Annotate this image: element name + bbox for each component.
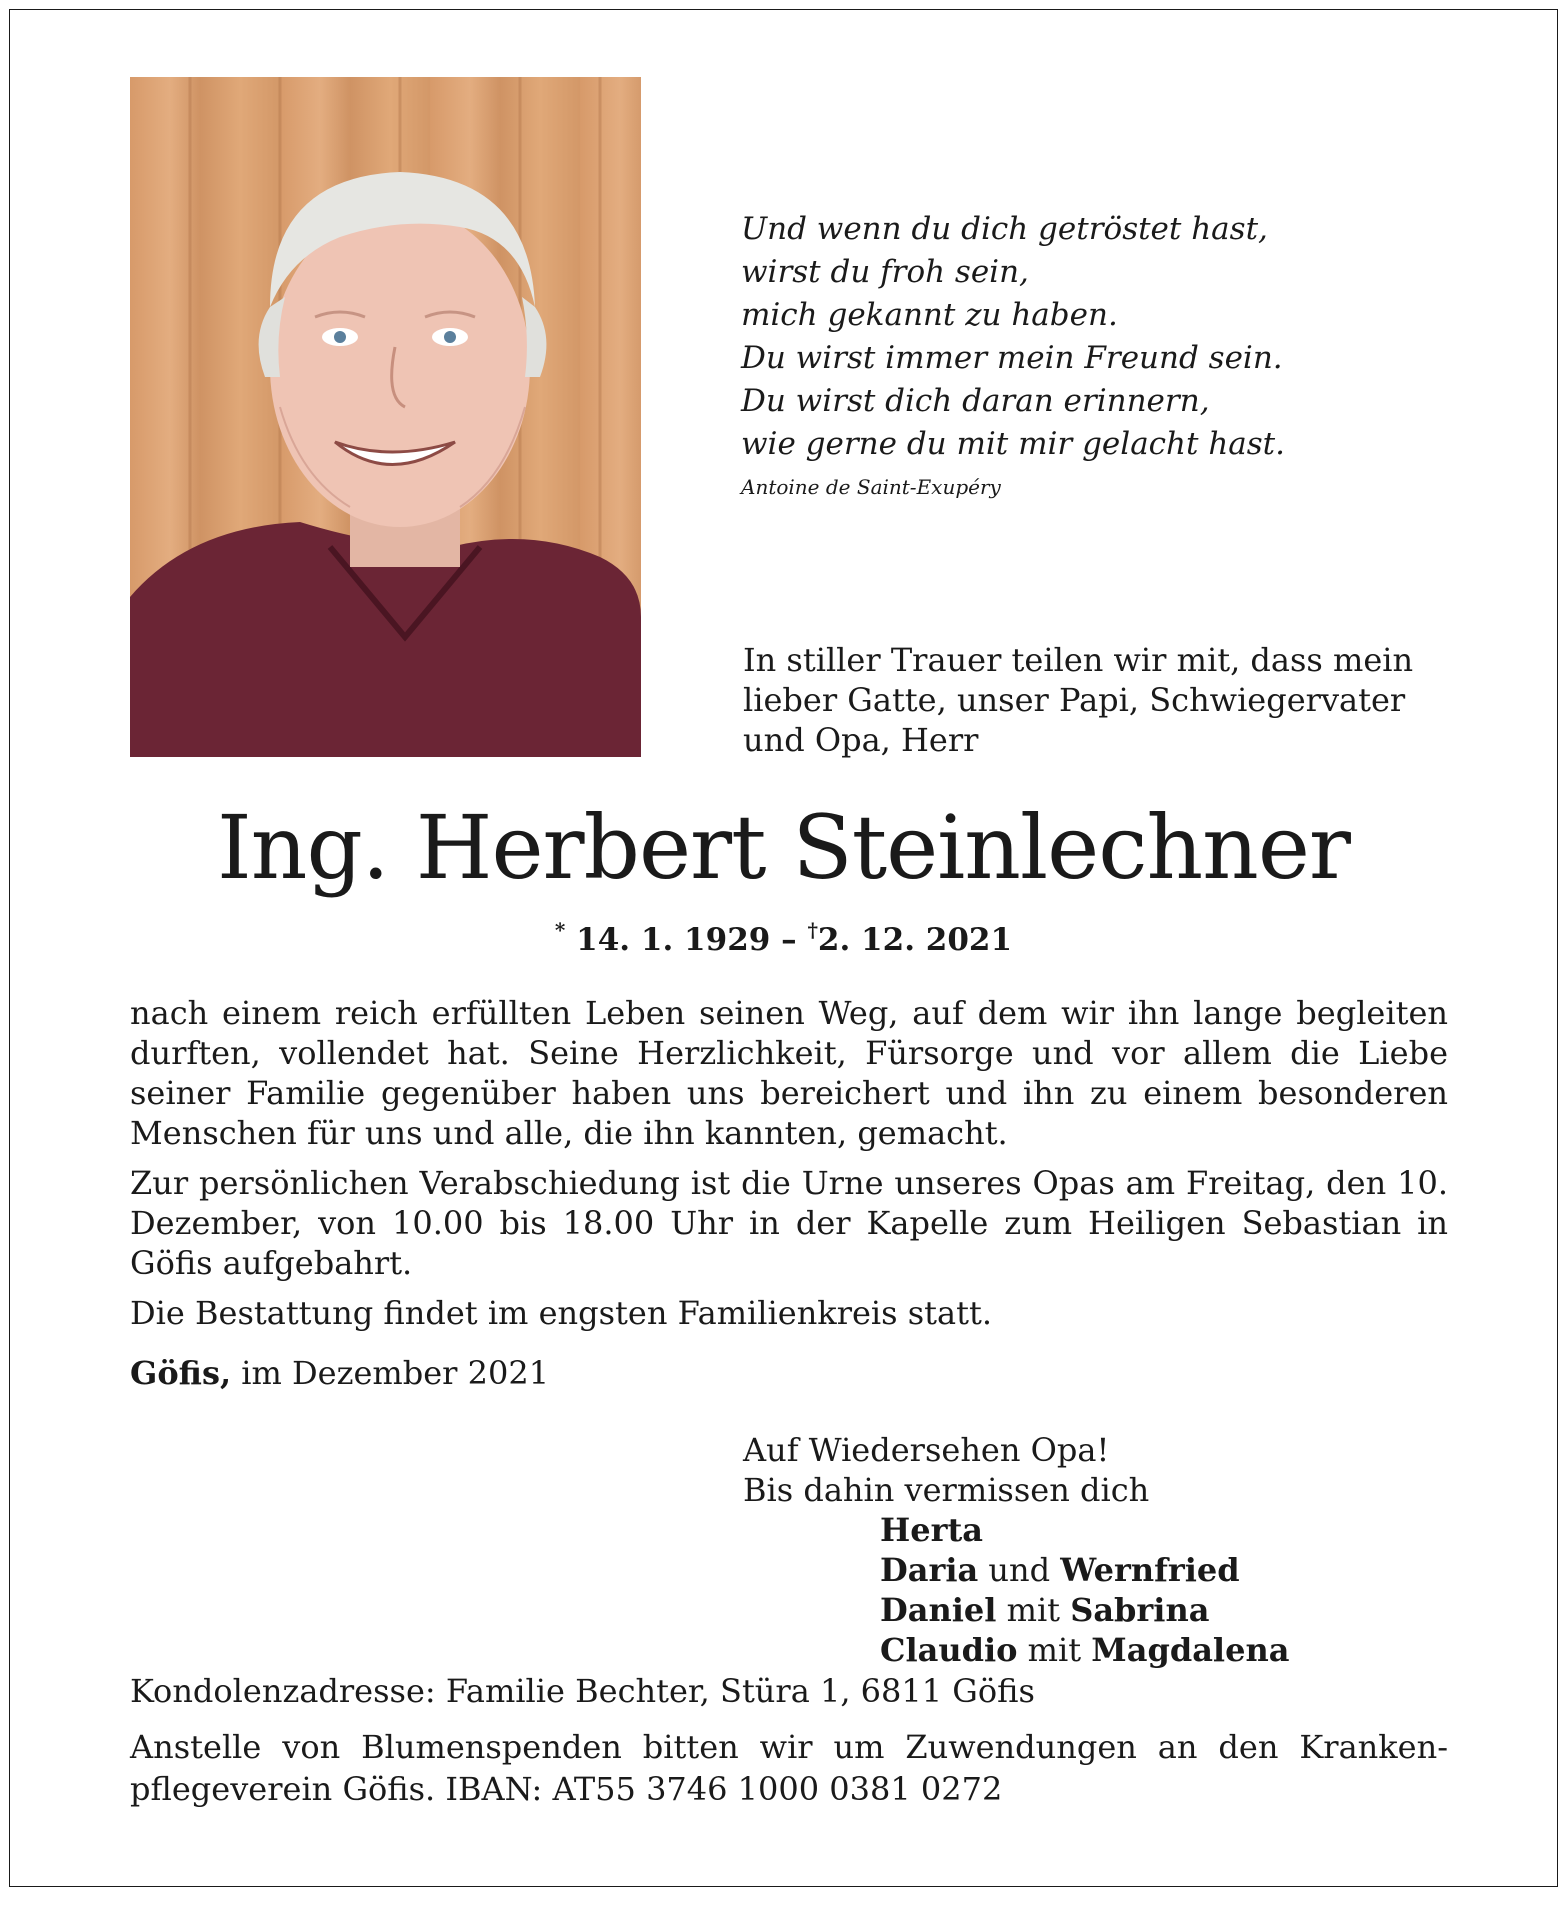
mourner-name: Sabrina xyxy=(1070,1591,1210,1629)
place-name: Göfis, xyxy=(130,1354,232,1392)
condolence-address: Kondolenzadresse: Familie Bechter, Stüra 1, 6811 Göfis xyxy=(130,1672,1035,1710)
death-symbol: † xyxy=(807,918,818,942)
place-date: im Dezember 2021 xyxy=(241,1354,550,1392)
farewell-text xyxy=(743,1430,1149,1510)
quote-line: Du wirst immer mein Freund sein. xyxy=(741,340,1283,376)
mourner-name: Herta xyxy=(880,1511,983,1549)
mourner-joiner: mit xyxy=(1006,1591,1061,1629)
quote-author: Antoine de Saint-Exupéry xyxy=(741,475,1001,499)
obituary-page xyxy=(9,9,1558,1887)
mourner-name: Wernfried xyxy=(1060,1551,1240,1589)
place-date-line xyxy=(130,1353,1448,1393)
mourner-joiner: mit xyxy=(1027,1631,1082,1669)
mourner-name: Daniel xyxy=(880,1591,997,1629)
mourners-list xyxy=(880,1510,1289,1670)
portrait-illustration xyxy=(130,77,641,757)
body-paragraph: Die Bestattung findet im engsten Familienkreis statt. xyxy=(130,1294,992,1332)
donation-note: Anstelle von Blumenspenden bitten wir um Zuwendungen an den Kranken-pflegeverein Göfis. IBAN: AT55 3746 1000 0381 0272 xyxy=(130,1728,1448,1808)
deceased-name: Ing. Herbert Steinlechner xyxy=(217,796,1350,899)
mourner-row xyxy=(880,1630,1289,1670)
body-paragraph: Zur persönlichen Verabschiedung ist die Urne unseres Opas am Freitag, den 10. Dezember, von 10.00 bis 18.00 Uhr in der Kapelle zum Heiligen Sebastian in Göfis aufgebahrt. xyxy=(130,1164,1448,1282)
quote-line: wie gerne du mit mir gelacht hast. xyxy=(741,426,1285,462)
life-dates xyxy=(10,920,1557,960)
quote-line: Und wenn du dich getröstet hast, xyxy=(741,211,1268,247)
mourner-joiner: und xyxy=(988,1551,1051,1589)
body-paragraph: nach einem reich erfüllten Leben seinen Weg, auf dem wir ihn lange begleiten durften, vollendet hat. Seine Herzlichkeit, Fürsorge und vor allem die Liebe seiner Familie gegenüber haben uns bereichert und ihn zu einem besonderen Menschen für uns und alle, die ihn kannten, gemacht. xyxy=(130,994,1448,1152)
intro-text xyxy=(743,640,1443,760)
mourner-name: Magdalena xyxy=(1091,1631,1290,1669)
intro-line: und Opa, Herr xyxy=(743,721,979,759)
mourner-name: Daria xyxy=(880,1551,979,1589)
portrait-photo xyxy=(130,77,641,757)
mourner-row xyxy=(880,1590,1289,1630)
mourner-row xyxy=(880,1510,1289,1550)
intro-line: In stiller Trauer teilen wir mit, dass mein xyxy=(743,641,1414,679)
footer-notes xyxy=(130,1670,1448,1824)
mourner-name: Claudio xyxy=(880,1631,1018,1669)
birth-date: 14. 1. 1929 xyxy=(576,922,771,958)
farewell-line: Bis dahin vermissen dich xyxy=(743,1471,1150,1509)
farewell-line: Auf Wiedersehen Opa! xyxy=(743,1431,1110,1469)
intro-line: lieber Gatte, unser Papi, Schwiegervater xyxy=(743,681,1406,719)
date-separator: – xyxy=(781,922,797,958)
quote-line: mich gekannt zu haben. xyxy=(741,297,1118,333)
birth-symbol: * xyxy=(554,918,566,942)
obituary-body xyxy=(130,993,1448,1403)
mourner-row xyxy=(880,1550,1289,1590)
death-date: 2. 12. 2021 xyxy=(817,922,1013,958)
poem-quote xyxy=(741,208,1285,502)
quote-line: wirst du froh sein, xyxy=(741,254,1029,290)
quote-line: Du wirst dich daran erinnern, xyxy=(741,383,1210,419)
